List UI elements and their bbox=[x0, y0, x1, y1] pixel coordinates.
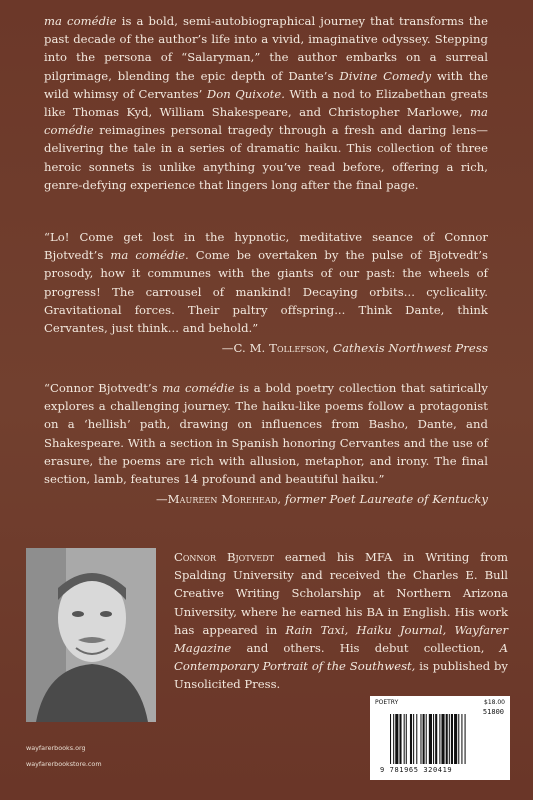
barcode-stripe bbox=[420, 714, 421, 764]
barcode-stripe bbox=[399, 714, 401, 764]
barcode-stripe bbox=[449, 714, 450, 764]
blurb-attribution: —C. M. Tollefson, Cathexis Northwest Press bbox=[221, 341, 488, 356]
barcode-stripe bbox=[433, 714, 434, 764]
barcode-stripe bbox=[393, 714, 394, 764]
isbn-barcode-box bbox=[370, 696, 510, 780]
barcode-graphic bbox=[378, 712, 502, 766]
barcode-stripe bbox=[439, 714, 440, 764]
blurb-attribution: —Maureen Morehead, former Poet Laureate of Kentucky bbox=[155, 492, 488, 507]
barcode-stripe bbox=[423, 714, 425, 764]
barcode-stripe bbox=[441, 714, 444, 764]
barcode-stripe bbox=[395, 714, 398, 764]
barcode-stripe bbox=[451, 714, 453, 764]
blurb-morehead bbox=[44, 379, 488, 508]
price-code: 51800 bbox=[482, 708, 504, 716]
blurb-text: “Lo! Come get lost in the hypnotic, meditative seance of Connor Bjotvedt’s ma comédie. Come be overtaken by the pulse of Bjotvedt’s prosody, how it communes with the giants of our past: the wheels of progress! The carrousel of mankind! Decaying orbits... cyclicality. Gravitational forces. Their paltry offspring... Think Dante, think Cervantes, just think... and behold.” bbox=[44, 230, 488, 336]
bookstore-link[interactable]: wayfarerbookstore.com bbox=[26, 760, 102, 768]
barcode-stripe bbox=[390, 714, 391, 764]
category-label: POETRY bbox=[375, 699, 399, 706]
barcode-stripe bbox=[465, 714, 466, 764]
barcode-stripe bbox=[435, 714, 437, 764]
author-photo bbox=[26, 548, 156, 722]
author-bio: Connor Bjotvedt earned his MFA in Writing from Spalding University and received the Charles E. Bull Creative Writing Scholarship at Northern Arizona University, where he earned his BA in English. His work has appeared in Rain Taxi, Haiku Journal, Wayfarer Magazine and others. His debut collection, A Contemporary Portrait of the Southwest, is published by Unsolicited Press. bbox=[174, 550, 508, 692]
website-link[interactable]: wayfarerbooks.org bbox=[26, 744, 86, 752]
book-description: ma comédie is a bold, semi-autobiographical journey that transforms the past decade of the author’s life into a vivid, imaginative odyssey. Stepping into the persona of “Salaryman,” the author embarks on a surreal pilgrimage, blending the epic depth of Dante’s Divine Comedy with the wild whimsy of Cervantes’ Don Quixote. With a nod to Elizabethan greats like Thomas Kyd, William Shakespeare, and Christopher Marlowe, ma comédie reimagines personal tragedy through a fresh and daring lens—delivering the tale in a series of dramatic haiku. This collection of three heroic sonnets is unlike anything you’ve read before, offering a rich, genre-defying experience that lingers long after the final page. bbox=[44, 14, 488, 192]
blurb-tollefson bbox=[44, 228, 488, 357]
barcode-stripe bbox=[413, 714, 414, 764]
price-label: $18.00 bbox=[484, 699, 505, 706]
barcode-stripe bbox=[446, 714, 448, 764]
barcode-stripe bbox=[454, 714, 457, 764]
barcode-stripe bbox=[406, 714, 407, 764]
barcode-stripe bbox=[426, 714, 427, 764]
barcode-stripe bbox=[410, 714, 412, 764]
barcode-stripe bbox=[458, 714, 459, 764]
barcode-stripe bbox=[429, 714, 432, 764]
isbn-number: 9 781965 320419 bbox=[380, 766, 453, 774]
blurb-text: “Connor Bjotvedt’s ma comédie is a bold poetry collection that satirically explores a challenging journey. The haiku-like poems follow a protagonist on a ‘hellish’ path, drawing on influences from Basho, Dante, and Shakespeare. With a section in Spanish honoring Cervantes and the use of erasure, the poems are rich with allusion, metaphor, and irony. The final section, lamb, features 14 profound and beautiful haiku.” bbox=[44, 381, 488, 487]
barcode-stripe bbox=[461, 714, 462, 764]
author-portrait-illustration bbox=[26, 548, 156, 722]
barcode-stripe bbox=[404, 714, 405, 764]
barcode-stripe bbox=[416, 714, 417, 764]
